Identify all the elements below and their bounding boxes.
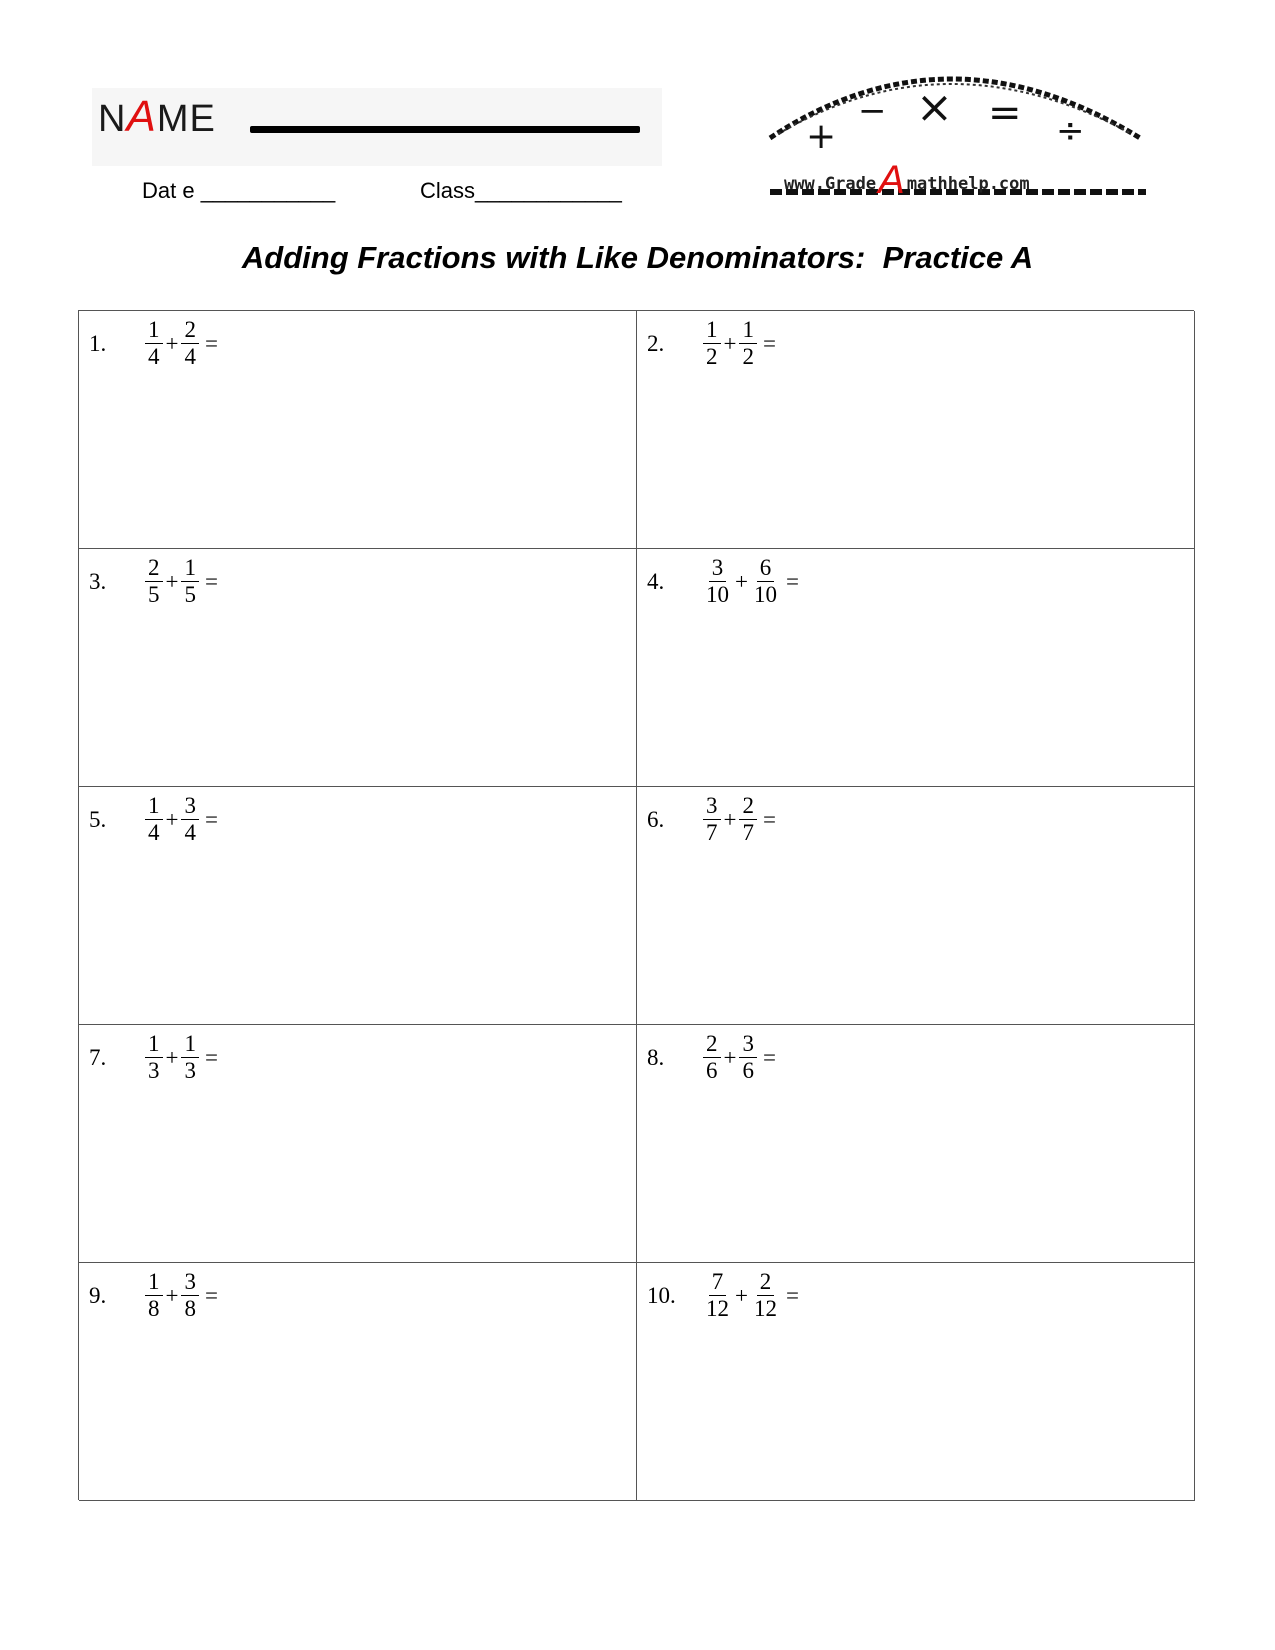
denominator: 7 (742, 820, 754, 845)
numerator: 1 (703, 317, 721, 344)
denominator: 2 (742, 344, 754, 369)
denominator: 4 (148, 820, 160, 845)
denominator: 10 (753, 582, 777, 607)
equals-sign: = (204, 1282, 218, 1308)
problem-grid (78, 310, 1194, 1500)
denominator: 10 (706, 582, 729, 607)
problem-cell[interactable] (637, 1263, 1195, 1501)
problem-cell[interactable] (637, 1025, 1195, 1263)
problem-number: 8. (647, 1044, 665, 1070)
fraction (739, 793, 757, 846)
numerator: 2 (703, 1031, 721, 1058)
numerator: 3 (181, 1269, 199, 1296)
fraction (145, 555, 163, 608)
problem-cell[interactable] (79, 549, 637, 787)
problem-number: 5. (89, 806, 107, 832)
plus-sign: + (723, 1044, 737, 1070)
logo-divide: ÷ (1056, 111, 1085, 151)
equals-sign: = (204, 806, 218, 832)
fraction (181, 1031, 199, 1084)
numerator: 1 (145, 1269, 163, 1296)
fraction (181, 317, 199, 370)
numerator: 1 (145, 793, 163, 820)
equals-sign: = (204, 1044, 218, 1070)
plus-sign: + (165, 1044, 179, 1070)
problem-expression (89, 1269, 218, 1322)
plus-sign: + (165, 568, 179, 594)
fraction (145, 793, 163, 846)
denominator: 8 (184, 1296, 196, 1321)
problem-number: 6. (647, 806, 665, 832)
fraction (703, 793, 721, 846)
denominator: 2 (706, 344, 718, 369)
numerator: 2 (145, 555, 163, 582)
problem-expression (89, 793, 218, 846)
problem-number: 7. (89, 1044, 107, 1070)
denominator: 3 (148, 1058, 160, 1083)
problem-cell[interactable] (79, 311, 637, 549)
logo-url-suffix: mathhelp.com (906, 174, 1030, 194)
fraction (703, 1269, 732, 1322)
numerator: 3 (181, 793, 199, 820)
fraction (739, 1031, 757, 1084)
problem-cell[interactable] (637, 787, 1195, 1025)
denominator: 12 (706, 1296, 729, 1321)
plus-sign: + (735, 1282, 748, 1308)
problem-number: 9. (89, 1282, 107, 1308)
numerator: 1 (145, 1031, 163, 1058)
denominator: 4 (184, 820, 196, 845)
name-write-line[interactable] (250, 126, 640, 133)
numerator: 1 (145, 317, 163, 344)
name-suffix: ME (156, 98, 216, 140)
plus-sign: + (165, 806, 179, 832)
problem-number: 1. (89, 330, 107, 356)
numerator: 3 (739, 1031, 757, 1058)
logo (758, 60, 1158, 210)
plus-sign: + (735, 568, 748, 594)
fraction (145, 1269, 163, 1322)
numerator: 6 (757, 555, 775, 582)
problem-number: 2. (647, 330, 665, 356)
logo-plus: + (806, 116, 837, 157)
logo-url (784, 154, 1030, 202)
name-label (98, 92, 216, 142)
problem-expression (89, 317, 218, 370)
equals-sign: = (785, 1282, 799, 1308)
fraction (145, 317, 163, 370)
numerator: 7 (709, 1269, 727, 1296)
fraction (703, 555, 732, 608)
fraction (751, 1269, 780, 1322)
denominator: 7 (706, 820, 718, 845)
fraction (181, 793, 199, 846)
name-prefix: N (98, 98, 127, 140)
logo-times: × (916, 82, 953, 133)
problem-cell[interactable] (637, 549, 1195, 787)
problem-expression (647, 793, 776, 846)
problem-cell[interactable] (79, 1263, 637, 1501)
date-field[interactable]: Dat e ___________ (142, 178, 336, 203)
denominator: 6 (742, 1058, 754, 1083)
name-red-a: A (126, 92, 157, 141)
numerator: 1 (181, 555, 199, 582)
denominator: 5 (184, 582, 196, 607)
fraction (145, 1031, 163, 1084)
problem-cell[interactable] (79, 787, 637, 1025)
numerator: 1 (739, 317, 757, 344)
plus-sign: + (723, 806, 737, 832)
problem-expression (647, 555, 799, 608)
fraction (181, 1269, 199, 1322)
fraction (703, 317, 721, 370)
equals-sign: = (785, 568, 799, 594)
fraction (703, 1031, 721, 1084)
denominator: 6 (706, 1058, 718, 1083)
worksheet-title: Adding Fractions with Like Denominators: Practice A (241, 240, 1034, 275)
problem-number: 4. (647, 568, 665, 594)
numerator: 3 (709, 555, 727, 582)
denominator: 12 (753, 1296, 777, 1321)
numerator: 2 (739, 793, 757, 820)
numerator: 3 (703, 793, 721, 820)
fraction (751, 555, 780, 608)
problem-expression (647, 1031, 776, 1084)
numerator: 2 (757, 1269, 775, 1296)
equals-sign: = (762, 806, 776, 832)
problem-expression (647, 1269, 799, 1322)
problem-expression (647, 317, 776, 370)
denominator: 8 (148, 1296, 160, 1321)
problem-expression (89, 1031, 218, 1084)
logo-equals: = (988, 90, 1022, 136)
name-block (92, 88, 662, 166)
denominator: 5 (148, 582, 160, 607)
fraction (181, 555, 199, 608)
equals-sign: = (204, 330, 218, 356)
logo-red-a: A (878, 158, 905, 202)
fraction (739, 317, 757, 370)
denominator: 4 (184, 344, 196, 369)
plus-sign: + (165, 1282, 179, 1308)
denominator: 4 (148, 344, 160, 369)
problem-expression (89, 555, 218, 608)
plus-sign: + (165, 330, 179, 356)
problem-number: 3. (89, 568, 107, 594)
equals-sign: = (762, 330, 776, 356)
problem-cell[interactable] (79, 1025, 637, 1263)
problem-cell[interactable] (637, 311, 1195, 549)
denominator: 3 (184, 1058, 196, 1083)
plus-sign: + (723, 330, 737, 356)
equals-sign: = (762, 1044, 776, 1070)
logo-minus: − (858, 91, 887, 131)
numerator: 1 (181, 1031, 199, 1058)
equals-sign: = (204, 568, 218, 594)
numerator: 2 (181, 317, 199, 344)
logo-url-prefix: www.Grade (784, 174, 877, 194)
class-field[interactable]: Class____________ (420, 178, 622, 203)
problem-number: 10. (647, 1282, 676, 1308)
